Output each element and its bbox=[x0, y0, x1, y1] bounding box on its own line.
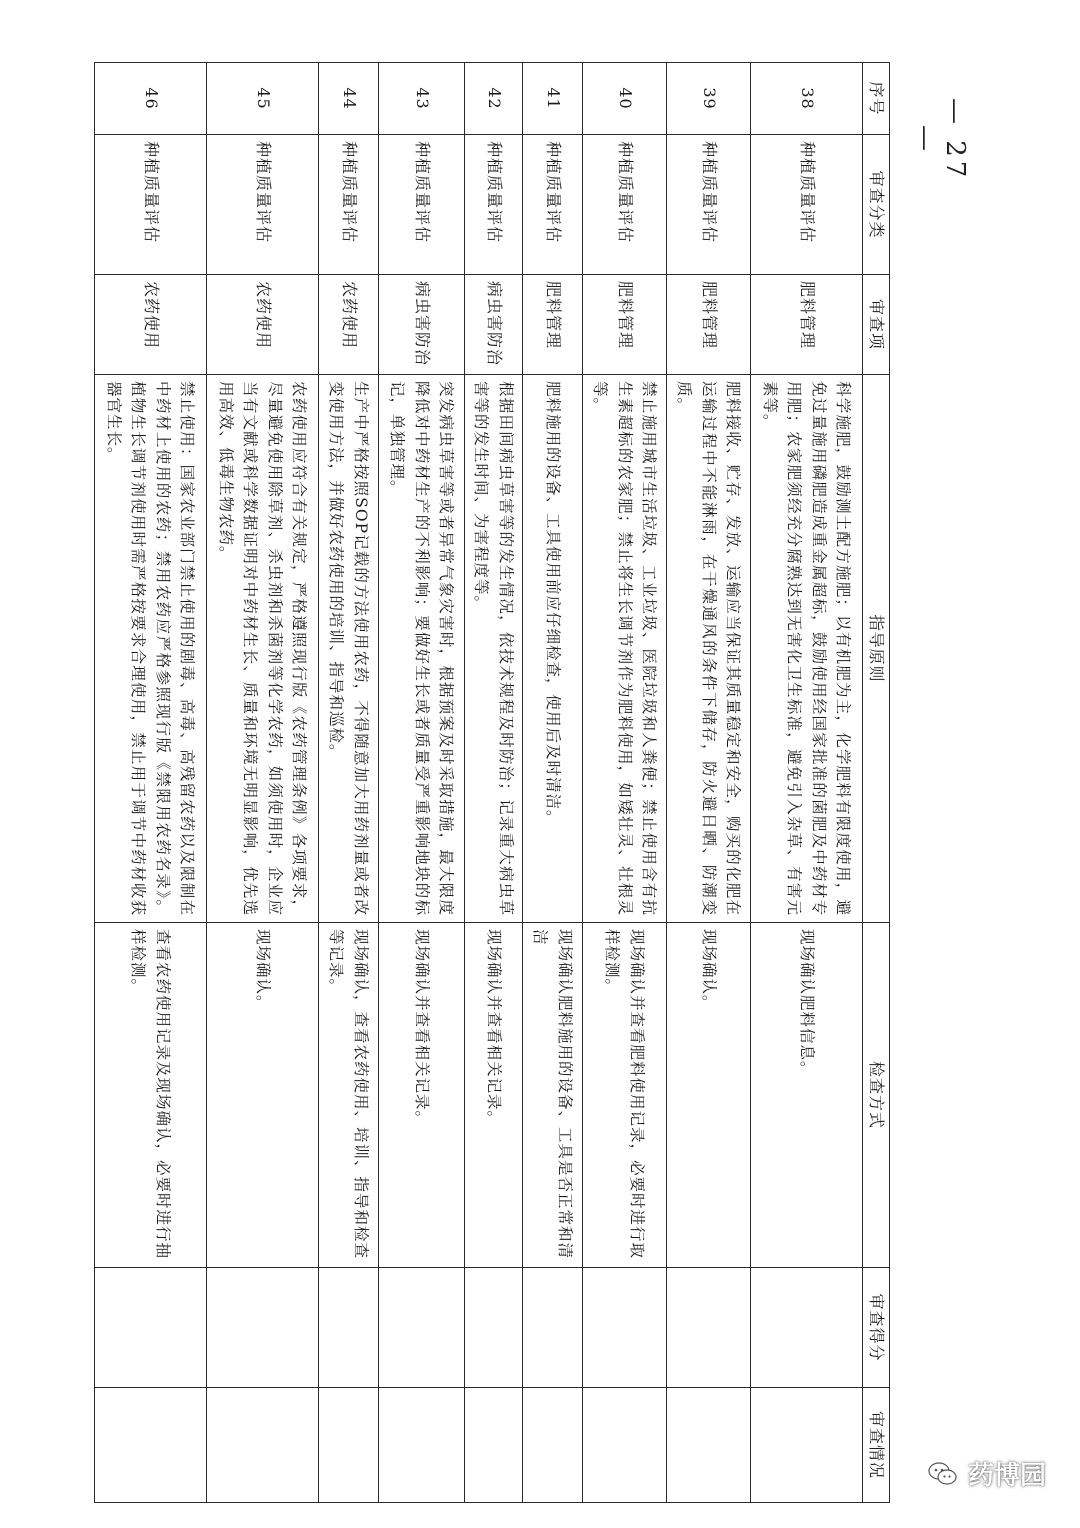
row-item: 农药使用 bbox=[95, 275, 207, 375]
row-no: 43 bbox=[379, 63, 465, 135]
row-method: 现场确认并查看相关记录。 bbox=[465, 923, 523, 1268]
row-guide: 农药使用应符合有关规定，严格遵照现行版《农药管理条例》各项要求，尽量避免使用除草剂、杀虫剂和杀菌剂等化学农药，如须使用时，企业应当有文献或科学数据证明对中药材生长、质量和环境无明显影响，优先选用高效、低毒生物农药。 bbox=[207, 375, 319, 923]
row-category: 种植质量评估 bbox=[523, 135, 583, 275]
row-guide: 肥料接收、贮存、发放、运输应当保证其质量稳定和安全，购买的化肥在运输过程中不能淋雨，在干燥通风的条件下储存，防火避日晒、防潮变质。 bbox=[667, 375, 751, 923]
row-category: 种植质量评估 bbox=[751, 135, 863, 275]
row-no: 44 bbox=[319, 63, 379, 135]
row-category: 种植质量评估 bbox=[95, 135, 207, 275]
row-score bbox=[667, 1268, 751, 1388]
row-no: 42 bbox=[465, 63, 523, 135]
row-score bbox=[319, 1268, 379, 1388]
row-method: 现场确认，查看农药使用、培训、指导和检查等记录。 bbox=[319, 923, 379, 1268]
row-status bbox=[95, 1388, 207, 1503]
row-score bbox=[379, 1268, 465, 1388]
row-guide: 科学施肥，鼓励测土配方施肥；以有机肥为主，化学肥料有限度使用，避免过量施用磷肥造成重金属超标，鼓励使用经国家批准的菌肥及中药材专用肥；农家肥须经充分腐熟达到无害化卫生标准，避免引入杂草、有害元素等。 bbox=[751, 375, 863, 923]
row-method: 现场确认并查看肥料使用记录，必要时进行取样检测。 bbox=[583, 923, 667, 1268]
watermark bbox=[928, 1455, 1046, 1492]
row-no: 38 bbox=[751, 63, 863, 135]
table-row bbox=[465, 63, 523, 1503]
row-status bbox=[583, 1388, 667, 1503]
table-row bbox=[583, 63, 667, 1503]
watermark-text: 药博园 bbox=[968, 1461, 1047, 1491]
header-guide: 指导原则 bbox=[863, 375, 890, 923]
header-no: 序号 bbox=[863, 63, 890, 135]
row-category: 种植质量评估 bbox=[379, 135, 465, 275]
row-method: 现场确认。 bbox=[207, 923, 319, 1268]
row-category: 种植质量评估 bbox=[319, 135, 379, 275]
row-category: 种植质量评估 bbox=[583, 135, 667, 275]
audit-table bbox=[94, 62, 890, 1503]
row-item: 肥料管理 bbox=[751, 275, 863, 375]
row-score bbox=[583, 1268, 667, 1388]
table-row bbox=[379, 63, 465, 1503]
row-status bbox=[751, 1388, 863, 1503]
row-status bbox=[667, 1388, 751, 1503]
row-item: 农药使用 bbox=[207, 275, 319, 375]
row-status bbox=[319, 1388, 379, 1503]
row-score bbox=[465, 1268, 523, 1388]
row-score bbox=[751, 1268, 863, 1388]
row-no: 39 bbox=[667, 63, 751, 135]
row-item: 肥料管理 bbox=[583, 275, 667, 375]
row-status bbox=[523, 1388, 583, 1503]
row-item: 肥料管理 bbox=[523, 275, 583, 375]
table-row bbox=[95, 63, 207, 1503]
row-item: 病虫害防治 bbox=[379, 275, 465, 375]
row-guide: 禁止施用城市生活垃圾、工业垃圾、医院垃圾和人粪便；禁止使用含有抗生素超标的农家肥；禁止将生长调节剂作为肥料使用，如矮壮灵、壮根灵等。 bbox=[583, 375, 667, 923]
row-guide: 突发病虫草害等或者异常气象灾害时，根据预案及时采取措施，最大限度降低对中药材生产的不利影响；要做好生长或者质量受严重影响地块的标记，单独管理。 bbox=[379, 375, 465, 923]
row-score bbox=[95, 1268, 207, 1388]
row-item: 肥料管理 bbox=[667, 275, 751, 375]
row-method: 查看农药使用记录及现场确认，必要时进行抽样检测。 bbox=[95, 923, 207, 1268]
table-row bbox=[523, 63, 583, 1503]
row-guide: 生产中严格按照SOP记载的方法使用农药，不得随意加大用药剂量或者改变使用方法，并做好农药使用的培训、指导和巡检。 bbox=[319, 375, 379, 923]
row-status bbox=[465, 1388, 523, 1503]
row-method: 现场确认。 bbox=[667, 923, 751, 1268]
row-no: 45 bbox=[207, 63, 319, 135]
wechat-icon bbox=[928, 1461, 958, 1487]
row-guide: 肥料施用的设备、工具使用前应仔细检查，使用后及时清洁。 bbox=[523, 375, 583, 923]
row-item: 农药使用 bbox=[319, 275, 379, 375]
row-no: 40 bbox=[583, 63, 667, 135]
row-method: 现场确认并查看相关记录。 bbox=[379, 923, 465, 1268]
row-method: 现场确认肥料施用的设备、工具是否正常和清洁 bbox=[523, 923, 583, 1268]
table-row bbox=[319, 63, 379, 1503]
row-category: 种植质量评估 bbox=[465, 135, 523, 275]
row-method: 现场确认肥料信息。 bbox=[751, 923, 863, 1268]
table-row bbox=[667, 63, 751, 1503]
rotated-table-wrapper bbox=[105, 62, 890, 1502]
header-score: 审查得分 bbox=[863, 1268, 890, 1388]
table-row bbox=[751, 63, 863, 1503]
row-category: 种植质量评估 bbox=[207, 135, 319, 275]
header-item: 审查项 bbox=[863, 275, 890, 375]
row-item: 病虫害防治 bbox=[465, 275, 523, 375]
row-score bbox=[207, 1268, 319, 1388]
page-number: — 27 — bbox=[910, 98, 970, 182]
header-category: 审查分类 bbox=[863, 135, 890, 275]
table-row bbox=[207, 63, 319, 1503]
row-category: 种植质量评估 bbox=[667, 135, 751, 275]
row-score bbox=[523, 1268, 583, 1388]
row-no: 46 bbox=[95, 63, 207, 135]
table-header-row bbox=[863, 63, 890, 1503]
row-status bbox=[379, 1388, 465, 1503]
row-guide: 根据田间病虫草害等的发生情况，依技术规程及时防治；记录重大病虫草害等的发生时间、为害程度等。 bbox=[465, 375, 523, 923]
row-status bbox=[207, 1388, 319, 1503]
header-status: 审查情况 bbox=[863, 1388, 890, 1503]
row-no: 41 bbox=[523, 63, 583, 135]
header-method: 检查方式 bbox=[863, 923, 890, 1268]
row-guide: 禁止使用：国家农业部门禁止使用的剧毒、高毒、高残留农药以及限制在中药材上使用的农药；禁用农药应严格参照现行版《禁限用农药名录》。植物生长调节剂使用时需严格按要求合理使用，禁止用于调节中药材收获器官生长。 bbox=[95, 375, 207, 923]
